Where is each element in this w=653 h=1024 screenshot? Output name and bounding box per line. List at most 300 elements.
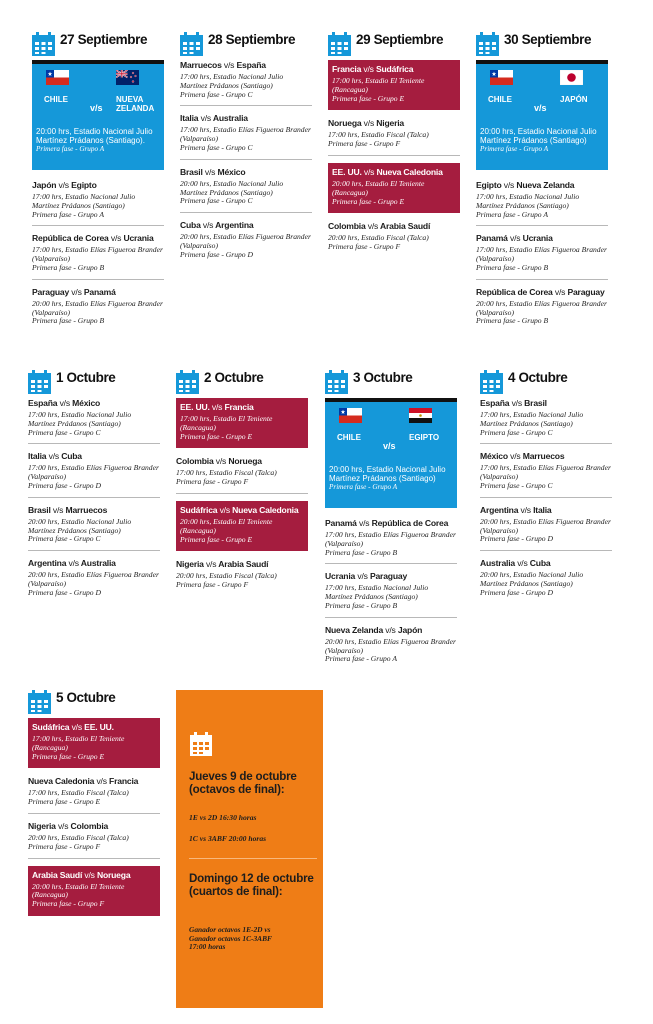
match-teams [325, 625, 457, 636]
team-a: EE. UU. [332, 166, 362, 177]
team-a: Nueva Caledonia [28, 776, 95, 787]
team-a: Japón [32, 180, 57, 190]
team-a: Argentina [480, 504, 519, 515]
team-b: Arabia Saudí [380, 221, 431, 232]
calendar-icon [328, 32, 351, 56]
match-phase: Primera fase - Grupo D [180, 249, 253, 259]
team-a: Brasil [28, 504, 51, 515]
featured-match [32, 60, 164, 170]
match-venue: 20:00 hrs, Estadio Elías Figueroa Brander (Valparaíso) [480, 516, 611, 535]
match-item [180, 220, 312, 265]
match-venue: 17:00 hrs, Estadio Elías Figueroa Brander (Valparaíso) [325, 530, 456, 548]
match-venue: 17:00 hrs, Estadio El Teniente (Rancagua) [180, 414, 273, 432]
team-a: Italia [180, 113, 199, 124]
calendar-icon [189, 732, 213, 757]
team-a: Panamá [476, 233, 508, 244]
match-teams [176, 559, 308, 570]
team-b: Panamá [83, 286, 116, 297]
versus-label: v/s [363, 166, 375, 177]
match-venue: 17:00 hrs, Estadio Nacional Julio Martínez Prádanos (Santiago) [180, 72, 284, 90]
versus-label: v/s [534, 103, 547, 113]
team-a: Noruega [328, 118, 362, 129]
team-a: Colombia [328, 221, 366, 232]
team-a: Cuba [180, 220, 201, 231]
match-teams [480, 398, 612, 409]
finals-panel [176, 690, 323, 1008]
team-b: México [72, 398, 101, 408]
match-teams [32, 233, 164, 244]
team-b: Francia [109, 776, 139, 787]
match-teams [28, 451, 160, 462]
match-venue: 17:00 hrs, Estadio Nacional Julio Martínez Prádanos (Santiago) [32, 192, 136, 210]
match-venue: 17:00 hrs, Estadio Nacional Julio Martínez Prádanos (Santiago) [476, 192, 580, 210]
match-item [28, 398, 160, 444]
cuartos-line-3: 17:00 horas [189, 942, 226, 951]
match-item [328, 118, 460, 156]
match-item [476, 233, 608, 279]
team-b: Nigeria [376, 118, 404, 129]
match-phase: Primera fase - Grupo F [28, 841, 101, 851]
featured-info [480, 127, 604, 154]
match-venue: 20:00 hrs, Estadio Fiscal (Talca) [28, 832, 129, 842]
featured-top-bar [476, 60, 608, 64]
team-b: EE. UU. [84, 722, 114, 732]
team-b: España [236, 60, 266, 70]
team-a: España [28, 398, 58, 408]
match-phase: Primera fase - Grupo B [325, 600, 398, 610]
match-teams [28, 776, 160, 787]
match-teams [32, 870, 156, 881]
match-item [32, 180, 164, 226]
day-title: 29 Septiembre [356, 32, 444, 47]
day-header [28, 688, 160, 718]
octavos-title: Jueves 9 de octubre (octavos de final): [189, 770, 297, 796]
team-a: Nigeria [176, 559, 204, 570]
match-venue: 20:00 hrs, Estadio Nacional Julio Martínez Prádanos (Santiago) [480, 127, 597, 145]
versus-label: v/s [517, 558, 528, 569]
team-a: Arabia Saudí [32, 869, 83, 880]
match-phase: Primera fase - Grupo E [32, 751, 105, 761]
team-a: Ucrania [325, 571, 356, 582]
day-header [28, 368, 160, 398]
team-b: Japón [397, 624, 423, 635]
match-teams [180, 113, 312, 124]
versus-label: v/s [510, 451, 521, 462]
octavos-line-2: 1C vs 3ABF 20:00 horas [189, 834, 267, 843]
match-teams [28, 558, 160, 569]
versus-label: v/s [358, 518, 370, 528]
team-a: Italia [28, 451, 47, 462]
match-phase: Primera fase - Grupo C [180, 196, 253, 206]
team-b: Colombia [70, 820, 109, 831]
featured-top-bar [325, 398, 457, 402]
team-a: Sudáfrica [180, 504, 218, 515]
day-header [476, 30, 608, 60]
team-b: EGIPTO [409, 433, 440, 442]
day-2-octubre [176, 368, 308, 603]
match-phase: Primera fase - Grupo D [28, 587, 101, 597]
match-phase: Primera fase - Grupo E [180, 534, 253, 544]
match-venue: 20:00 hrs, Estadio Elías Figueroa Brander (Valparaíso) [325, 636, 456, 655]
match-teams [480, 558, 612, 569]
versus-label: v/s [71, 286, 82, 297]
team-a: República de Corea [32, 233, 109, 244]
match-item [480, 505, 612, 551]
match-teams [32, 722, 156, 733]
team-b: Marruecos [65, 504, 108, 515]
versus-label: v/s [57, 820, 69, 831]
match-item [325, 518, 457, 564]
match-item [476, 180, 608, 226]
match-venue: 17:00 hrs, Estadio Fiscal (Talca) [176, 468, 277, 478]
versus-label: v/s [520, 504, 531, 515]
cuartos-line-2: Ganador octavos 1C-3ABF [189, 933, 272, 943]
octavos-line-1: 1E vs 2D 16:30 horas [189, 813, 257, 822]
versus-label: v/s [211, 402, 223, 412]
versus-label: v/s [84, 869, 95, 880]
match-teams [176, 456, 308, 467]
match-teams [180, 60, 312, 71]
match-venue: 20:00 hrs, Estadio Elías Figueroa Brander (Valparaíso) [476, 298, 607, 317]
match-venue: 17:00 hrs, Estadio Nacional Julio Martínez Prádanos (Santiago) [325, 583, 429, 602]
versus-label: v/s [363, 118, 375, 129]
calendar-icon [28, 370, 51, 394]
match-item [180, 113, 312, 159]
match-venue: 20:00 hrs, Estadio Nacional Julio Martínez Prádanos (Santiago) [329, 465, 446, 483]
match-teams [328, 221, 460, 232]
day-header [180, 30, 312, 60]
match-venue: 20:00 hrs, Estadio Nacional Julio Martínez Prádanos (Santiago) [28, 516, 132, 535]
team-b: Egipto [71, 180, 97, 190]
chile-flag-icon [490, 70, 513, 85]
finals-divider [189, 858, 317, 859]
team-b: Paraguay [369, 571, 408, 582]
new-zealand-flag-icon [116, 70, 139, 85]
match-item [176, 456, 308, 494]
team-a: Australia [480, 558, 515, 569]
match-item [28, 558, 160, 603]
day-5-octubre [28, 688, 160, 924]
match-teams [476, 180, 608, 191]
day-title: 28 Septiembre [208, 32, 296, 47]
match-phase: Primera fase - Grupo A [325, 654, 397, 664]
match-phase: Primera fase - Grupo E [332, 196, 405, 206]
team-b: Noruega [96, 869, 131, 880]
versus-label: v/s [96, 776, 107, 787]
versus-label: v/s [219, 504, 230, 515]
match-teams [32, 180, 164, 191]
match-phase: Primera fase - Grupo A [476, 209, 548, 219]
match-phase: Primera fase - Grupo A [480, 145, 549, 153]
team-a: Francia [332, 64, 362, 74]
featured-top-bar [32, 60, 164, 64]
team-b: Marruecos [522, 451, 565, 462]
team-a: Paraguay [32, 286, 70, 297]
versus-label: v/s [363, 64, 374, 74]
match-teams [480, 451, 612, 462]
match-teams [28, 505, 160, 516]
match-venue: 20:00 hrs, Estadio Fiscal (Talca) [328, 233, 429, 243]
day-1-octubre [28, 368, 160, 611]
featured-info [36, 127, 160, 154]
team-b: Arabia Saudí [218, 559, 269, 570]
team-a: México [480, 451, 508, 462]
match-item [32, 287, 164, 332]
team-b: Nueva Caledonia [376, 166, 443, 177]
day-title: 30 Septiembre [504, 32, 592, 47]
versus-label: v/s [48, 451, 59, 462]
match-item [480, 451, 612, 497]
versus-label: v/s [509, 233, 521, 244]
versus-label: v/s [215, 456, 227, 467]
day-title: 4 Octubre [508, 370, 568, 385]
team-a: CHILE [337, 433, 361, 442]
match-phase: Primera fase - Grupo E [180, 431, 253, 441]
team-a: EE. UU. [180, 402, 210, 412]
day-4-octubre [480, 368, 612, 611]
match-phase: Primera fase - Grupo B [32, 262, 105, 272]
calendar-icon [32, 32, 55, 56]
versus-label: v/s [223, 60, 235, 70]
team-b: Cuba [61, 451, 82, 462]
versus-label: v/s [110, 233, 122, 244]
team-b: Nueva Zelanda [516, 180, 575, 190]
team-b: República de Corea [371, 518, 449, 528]
day-30-septiembre [476, 30, 608, 339]
match-teams [325, 571, 457, 582]
match-item [28, 866, 160, 916]
match-item [328, 221, 460, 258]
versus-label: v/s [90, 103, 103, 113]
match-phase: Primera fase - Grupo F [328, 139, 401, 149]
match-phase: Primera fase - Grupo A [32, 209, 104, 219]
match-phase: Primera fase - Grupo F [32, 899, 105, 909]
match-item [328, 163, 460, 213]
versus-label: v/s [204, 166, 216, 177]
match-venue: 17:00 hrs, Estadio Elías Figueroa Brander (Valparaíso) [32, 245, 163, 264]
match-phase: Primera fase - Grupo C [28, 534, 101, 544]
match-teams [332, 167, 456, 178]
japan-flag-icon [560, 70, 583, 85]
match-phase: Primera fase - Grupo B [32, 316, 105, 326]
match-venue: 17:00 hrs, Estadio Elías Figueroa Brander (Valparaíso) [480, 463, 611, 482]
match-venue: 20:00 hrs, Estadio Fiscal (Talca) [176, 571, 277, 581]
team-b: Paraguay [567, 286, 605, 297]
versus-label: v/s [59, 398, 70, 408]
match-venue: 17:00 hrs, Estadio Nacional Julio Martínez Prádanos (Santiago) [480, 410, 584, 428]
team-b: Ucrania [123, 233, 154, 244]
day-title: 27 Septiembre [60, 32, 148, 47]
match-phase: Primera fase - Grupo D [480, 587, 553, 597]
versus-label: v/s [58, 180, 69, 190]
match-item [180, 167, 312, 213]
match-teams [476, 233, 608, 244]
featured-match [325, 398, 457, 508]
chile-flag-icon [339, 408, 362, 423]
egypt-flag-icon [409, 408, 432, 423]
match-item [28, 821, 160, 859]
match-item [325, 571, 457, 617]
match-teams [180, 220, 312, 231]
versus-label: v/s [385, 624, 396, 635]
team-b: Nueva Caledonia [232, 504, 299, 515]
day-title: 2 Octubre [204, 370, 264, 385]
match-phase: Primera fase - Grupo B [325, 547, 398, 557]
match-teams [180, 167, 312, 178]
match-venue: 20:00 hrs, Estadio Nacional Julio Martínez Prádanos (Santiago). [36, 127, 153, 145]
team-a: España [480, 398, 510, 408]
team-b: Argentina [215, 220, 254, 231]
versus-label: v/s [205, 559, 217, 570]
versus-label: v/s [52, 504, 64, 515]
team-a: Brasil [180, 166, 203, 177]
day-header [328, 30, 460, 60]
versus-label: v/s [554, 286, 566, 297]
team-a: Nigeria [28, 820, 56, 831]
match-venue: 20:00 hrs, Estadio El Teniente (Rancagua) [332, 178, 425, 197]
versus-label: v/s [202, 220, 214, 231]
chile-flag-icon [46, 70, 69, 85]
match-item [325, 625, 457, 670]
calendar-icon [28, 690, 51, 714]
featured-info [329, 465, 453, 492]
match-venue: 20:00 hrs, Estadio El Teniente (Rancagua) [180, 516, 273, 535]
match-item [176, 501, 308, 551]
team-b: México [217, 166, 246, 177]
match-item [480, 398, 612, 444]
match-venue: 20:00 hrs, Estadio Elías Figueroa Brander (Valparaíso) [28, 570, 159, 588]
match-venue: 17:00 hrs, Estadio Fiscal (Talca) [28, 788, 129, 798]
match-phase: Primera fase - Grupo F [176, 477, 249, 487]
team-b: JAPÓN [560, 95, 588, 104]
team-a: Nueva Zelanda [325, 624, 384, 635]
match-phase: Primera fase - Grupo E [332, 93, 405, 103]
team-b: Australia [80, 558, 116, 569]
team-a: Sudáfrica [32, 722, 70, 732]
team-b: Italia [533, 504, 552, 515]
match-item [480, 558, 612, 603]
match-item [32, 233, 164, 279]
match-item [28, 776, 160, 814]
match-venue: 20:00 hrs, Estadio Nacional Julio Martínez Prádanos (Santiago) [480, 570, 584, 588]
match-item [328, 60, 460, 110]
match-venue: 17:00 hrs, Estadio Elías Figueroa Brander (Valparaíso) [180, 125, 311, 144]
match-phase: Primera fase - Grupo C [480, 427, 553, 437]
match-phase: Primera fase - Grupo A [329, 483, 398, 491]
versus-label: v/s [503, 180, 515, 190]
versus-label: v/s [200, 113, 211, 124]
match-teams [332, 64, 456, 75]
match-teams [480, 505, 612, 516]
versus-label: v/s [511, 398, 522, 408]
versus-label: v/s [357, 571, 368, 582]
team-b: Noruega [228, 456, 262, 467]
day-3-octubre [325, 368, 457, 677]
day-header [32, 30, 164, 60]
team-b: Australia [212, 113, 248, 124]
match-venue: 17:00 hrs, Estadio Nacional Julio Martínez Prádanos (Santiago) [28, 410, 132, 428]
cuartos-title: Domingo 12 de octubre (cuartos de final): [189, 872, 314, 898]
team-a: CHILE [488, 95, 512, 104]
day-title: 3 Octubre [353, 370, 413, 385]
versus-label: v/s [71, 722, 82, 732]
match-venue: 17:00 hrs, Estadio Elías Figueroa Brander (Valparaíso) [476, 245, 607, 264]
match-item [176, 398, 308, 448]
match-venue: 20:00 hrs, Estadio Nacional Julio Martínez Prádanos (Santiago) [180, 178, 284, 197]
match-phase: Primera fase - Grupo C [180, 142, 253, 152]
match-item [28, 451, 160, 497]
team-b: Brasil [524, 398, 547, 408]
match-phase: Primera fase - Grupo C [480, 480, 553, 490]
team-b: NUEVA ZELANDA [116, 95, 155, 113]
match-teams [28, 398, 160, 409]
match-venue: 20:00 hrs, Estadio Elías Figueroa Brander (Valparaíso) [32, 298, 163, 317]
cuartos-line-1: Ganador octavos 1E-2D vs [189, 925, 271, 934]
team-a: Colombia [176, 456, 214, 467]
team-a: Egipto [476, 180, 502, 190]
match-phase: Primera fase - Grupo C [180, 89, 253, 99]
day-header [325, 368, 457, 398]
calendar-icon [480, 370, 503, 394]
team-b: Cuba [529, 558, 551, 569]
featured-match [476, 60, 608, 170]
calendar-icon [476, 32, 499, 56]
day-27-septiembre [32, 30, 164, 339]
match-phase: Primera fase - Grupo C [28, 427, 101, 437]
match-phase: Primera fase - Grupo D [480, 534, 553, 544]
match-venue: 17:00 hrs, Estadio El Teniente (Rancagua) [32, 734, 125, 752]
match-phase: Primera fase - Grupo F [328, 242, 401, 252]
team-b: Francia [224, 402, 254, 412]
match-teams [32, 287, 164, 298]
day-29-septiembre [328, 30, 460, 265]
calendar-icon [180, 32, 203, 56]
match-venue: 17:00 hrs, Estadio Fiscal (Talca) [328, 130, 429, 140]
match-teams [328, 118, 460, 129]
team-a: Argentina [28, 558, 67, 569]
match-phase: Primera fase - Grupo D [28, 480, 101, 490]
team-a: República de Corea [476, 286, 553, 297]
versus-label: v/s [68, 558, 79, 569]
versus-label: v/s [367, 221, 379, 232]
match-phase: Primera fase - Grupo B [476, 316, 549, 326]
match-teams [180, 505, 304, 516]
match-venue: 20:00 hrs, Estadio Elías Figueroa Brander (Valparaíso) [180, 232, 311, 250]
day-header [176, 368, 308, 398]
match-teams [180, 402, 304, 413]
match-item [180, 60, 312, 106]
match-teams [28, 821, 160, 832]
match-venue: 17:00 hrs, Estadio El Teniente (Rancagua) [332, 76, 425, 94]
match-phase: Primera fase - Grupo A [36, 145, 105, 153]
day-28-septiembre [180, 30, 312, 273]
team-a: Marruecos [180, 60, 222, 70]
versus-label: v/s [383, 441, 396, 451]
team-a: CHILE [44, 95, 68, 104]
team-b: Sudáfrica [375, 64, 414, 74]
match-item [476, 287, 608, 332]
match-teams [476, 287, 608, 298]
day-title: 1 Octubre [56, 370, 116, 385]
team-a: Panamá [325, 518, 357, 528]
match-phase: Primera fase - Grupo B [476, 262, 549, 272]
team-b: Ucrania [522, 233, 553, 244]
match-phase: Primera fase - Grupo F [176, 580, 249, 590]
day-header [480, 368, 612, 398]
match-phase: Primera fase - Grupo E [28, 797, 101, 807]
match-teams [325, 518, 457, 529]
match-venue: 20:00 hrs, Estadio El Teniente (Rancagua) [32, 881, 125, 900]
